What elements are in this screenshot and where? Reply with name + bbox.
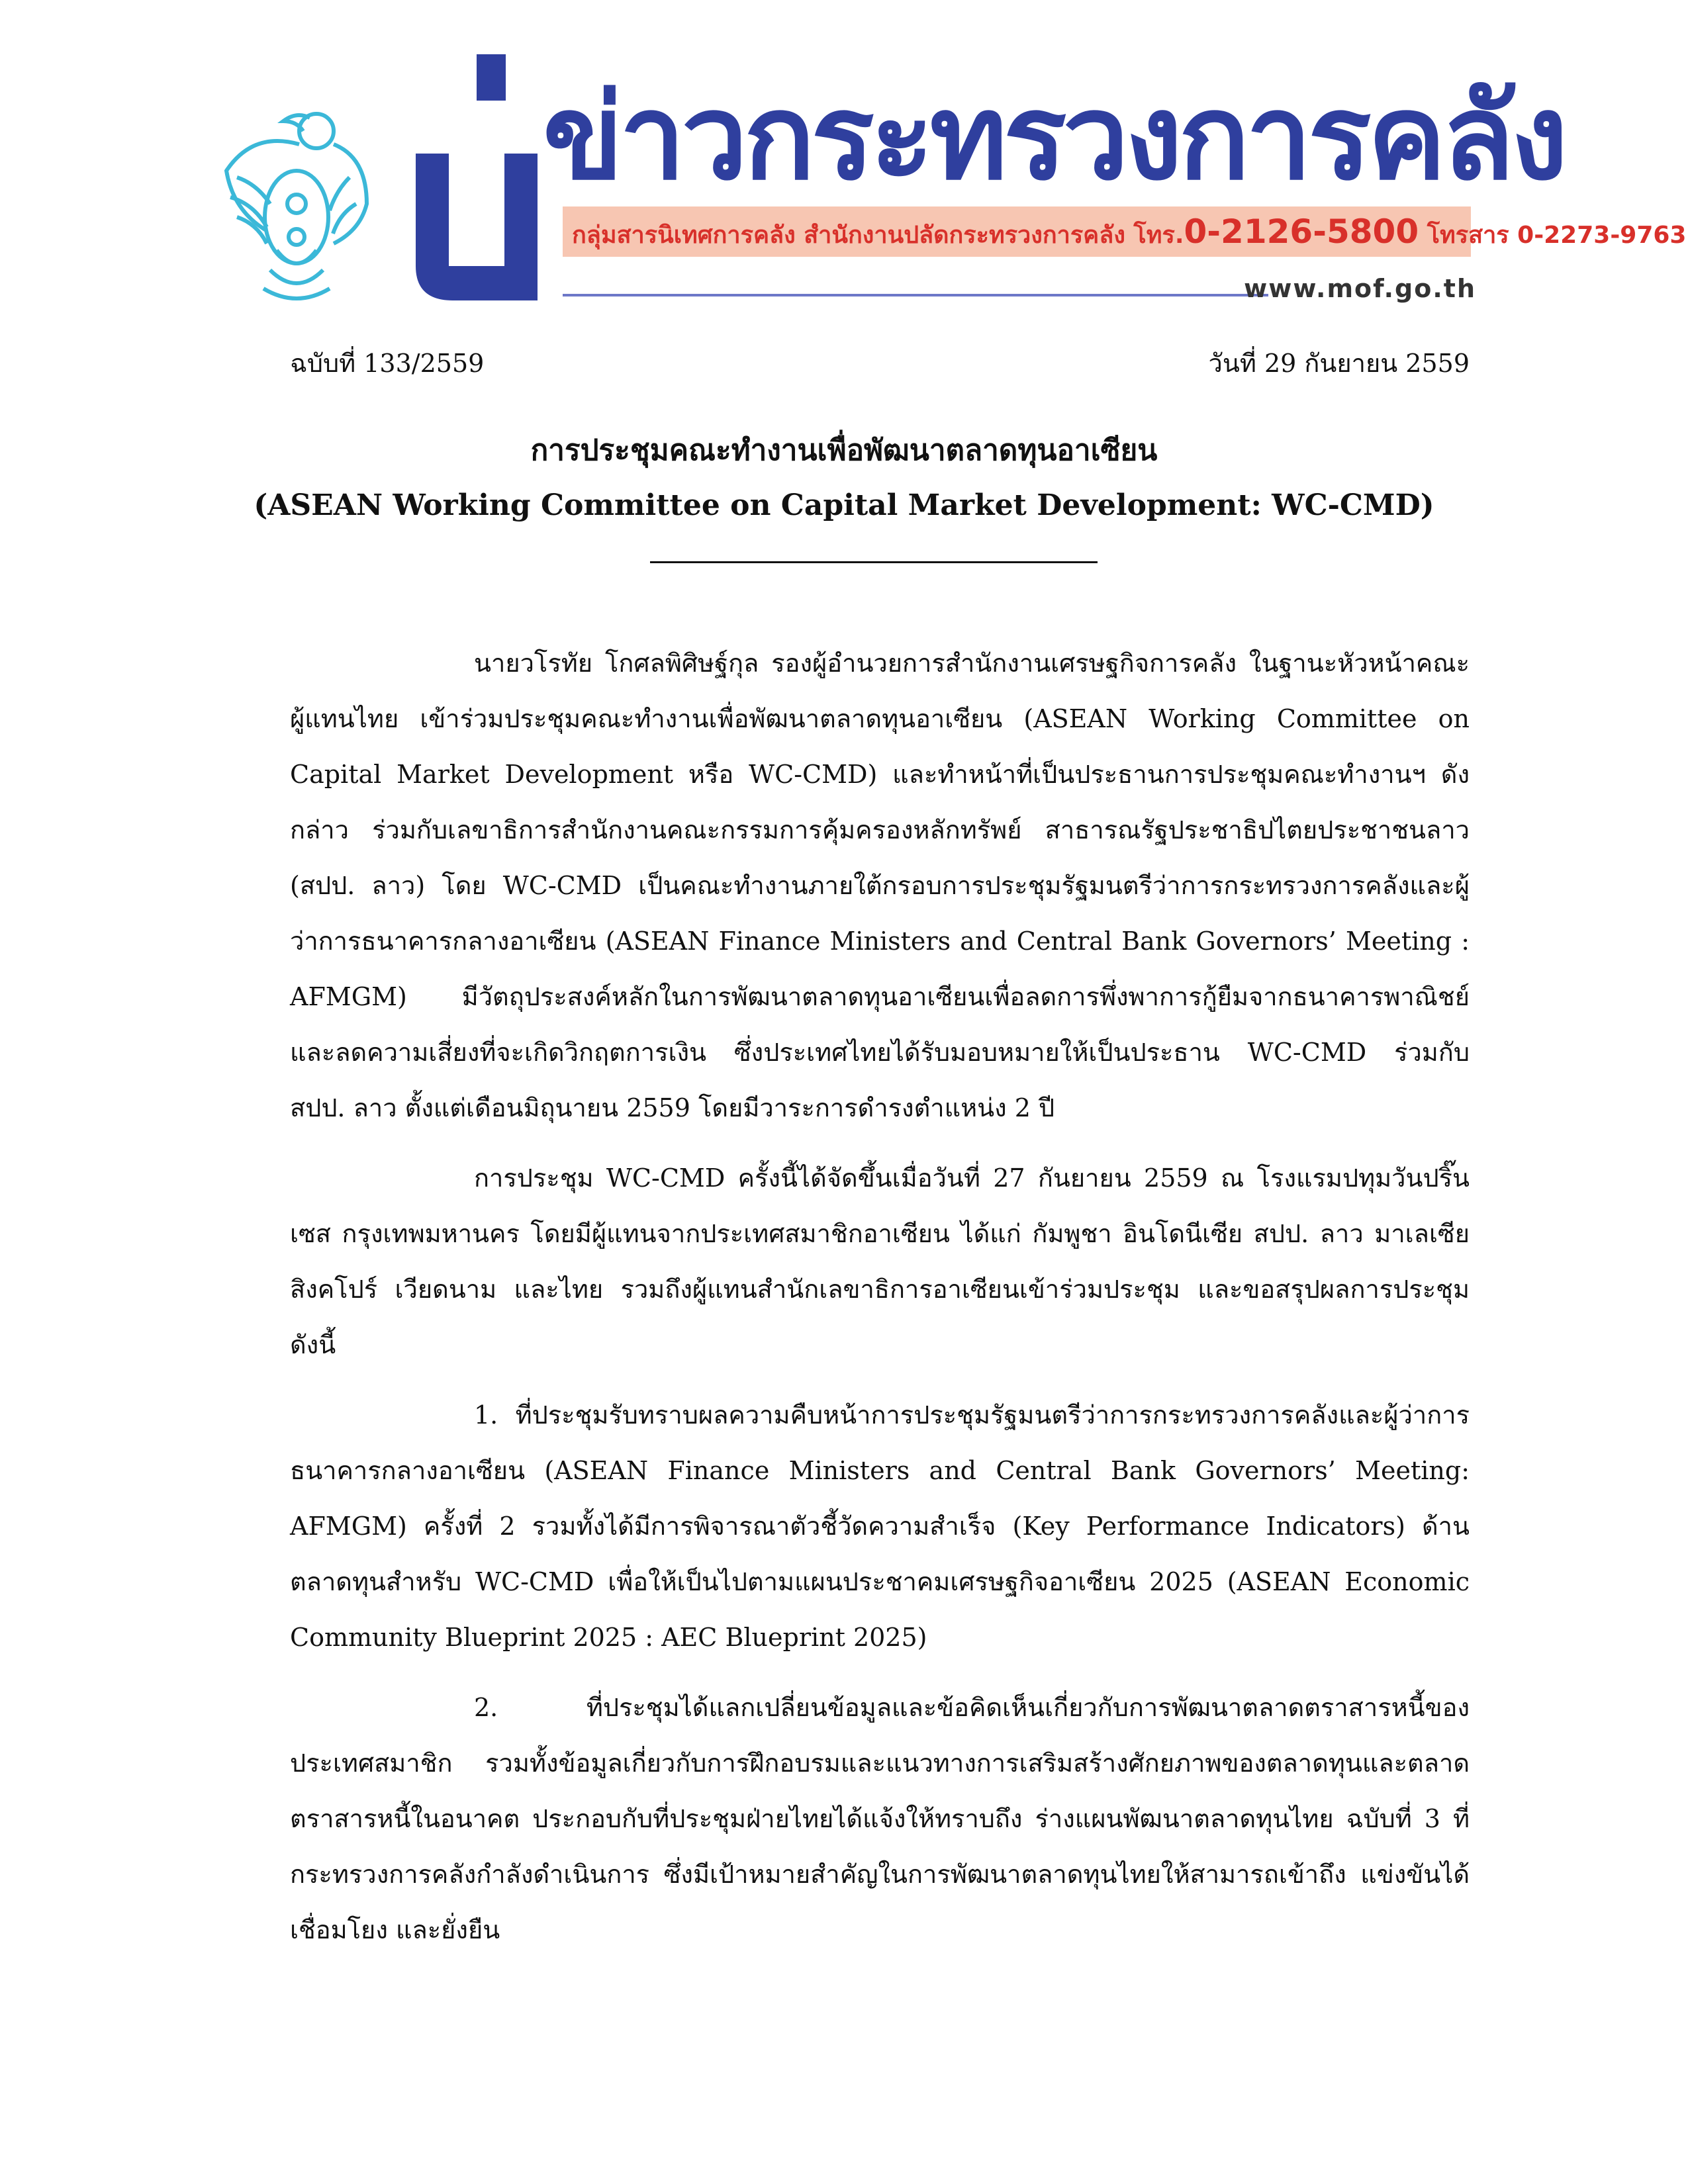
masthead-fax: โทรสาร 0-2273-9763 bbox=[1427, 222, 1687, 249]
title-underline bbox=[650, 561, 1098, 563]
website-link[interactable]: www.mof.go.th bbox=[1244, 274, 1476, 303]
page-title-thai: การประชุมคณะทำงานเพื่อพัฒนาตลาดทุนอาเซียน bbox=[530, 433, 1158, 467]
masthead-phone: 0-2126-5800 bbox=[1184, 212, 1419, 251]
issue-date: วันที่ 29 กันยายน 2559 bbox=[1208, 349, 1470, 378]
paragraph: 2. ที่ประชุมได้แลกเปลี่ยนข้อมูลและข้อคิดเห็นเกี่ยวกับการพัฒนาตลาดตราสารหนี้ของประเทศสมาชิก รวมทั้งข้อมูลเกี่ยวกับการฝึกอบรมและแนวทางการเสริมสร้างศักยภาพของตลาดทุนและตลาดตราสารหนี้ในอนาคต ประกอบกับที่ประชุมฝ่ายไทยได้แจ้งให้ทราบถึง ร่างแผนพัฒนาตลาดทุนไทย ฉบับที่ 3 ที่กระทรวงการคลังกำลังดำเนินการ ซึ่งมีเป้าหมายสำคัญในการพัฒนาตลาดทุนไทยให้สามารถเข้าถึง แข่งขันได้ เชื่อมโยง และยั่งยืน bbox=[290, 1693, 1470, 1944]
issue-number: ฉบับที่ 133/2559 bbox=[290, 349, 485, 378]
paragraph: นายวโรทัย โกศลพิศิษฐ์กุล รองผู้อำนวยการสำนักงานเศรษฐกิจการคลัง ในฐานะหัวหน้าคณะผู้แทนไทย เข้าร่วมประชุมคณะทำงานเพื่อพัฒนาตลาดทุนอาเซียน (ASEAN Working Committee on Capital Market Development หรือ WC-CMD) และทำหน้าที่เป็นประธานการประชุมคณะทำงานฯ ดังกล่าว ร่วมกับเลขาธิการสำนักงานคณะกรรมการคุ้มครองหลักทรัพย์ สาธารณรัฐประชาธิปไตยประชาชนลาว (สปป. ลาว) โดย WC-CMD เป็นคณะทำงานภายใต้กรอบการประชุมรัฐมนตรีว่าการกระทรวงการคลังและผู้ว่าการธนาคารกลางอาเซียน (ASEAN Finance Ministers and Central Bank Governors’ Meeting : AFMGM) มีวัตถุประสงค์หลักในการพัฒนาตลาดทุนอาเซียนเพื่อลดการพึ่งพาการกู้ยืมจากธนาคารพาณิชย์ และลดความเสี่ยงที่จะเกิดวิกฤตการเงิน ซึ่งประเทศไทยได้รับมอบหมายให้เป็นประธาน WC-CMD ร่วมกับ สปป. ลาว ตั้งแต่เดือนมิถุนายน 2559 โดยมีวาระการดำรงตำแหน่ง 2 ปี bbox=[290, 649, 1470, 1122]
page-title-english: (ASEAN Working Committee on Capital Market Development: WC-CMD) bbox=[254, 488, 1434, 522]
masthead-title: ข่าวกระทรวงการคลัง bbox=[543, 69, 1564, 206]
paragraph: การประชุม WC-CMD ครั้งนี้ได้จัดขึ้นเมื่อวันที่ 27 กันยายน 2559 ณ โรงแรมปทุมวันปริ๊นเซส กรุงเทพมหานคร โดยมีผู้แทนจากประเทศสมาชิกอาเซียน ได้แก่ กัมพูชา อินโดนีเซีย สปป. ลาว มาเลเซีย สิงคโปร์ เวียดนาม และไทย รวมถึงผู้แทนสำนักเลขาธิการอาเซียนเข้าร่วมประชุม และขอสรุปผลการประชุม ดังนี้ bbox=[290, 1163, 1470, 1359]
masthead-contact-bar bbox=[563, 206, 1687, 257]
masthead-big-letter-icon bbox=[413, 54, 538, 300]
article-body bbox=[290, 635, 1470, 1972]
masthead-department: กลุ่มสารนิเทศการคลัง สำนักงานปลัดกระทรวงการคลัง โทร. bbox=[572, 222, 1184, 249]
garuda-emblem-icon bbox=[211, 105, 376, 300]
masthead-divider bbox=[563, 294, 1268, 296]
paragraph: 1. ที่ประชุมรับทราบผลความคืบหน้าการประชุมรัฐมนตรีว่าการกระทรวงการคลังและผู้ว่าการธนาคารกลางอาเซียน (ASEAN Finance Ministers and Central Bank Governors’ Meeting: AFMGM) ครั้งที่ 2 รวมทั้งได้มีการพิจารณาตัวชี้วัดความสำเร็จ (Key Performance Indicators) ด้านตลาดทุนสำหรับ WC-CMD เพื่อให้เป็นไปตามแผนประชาคมเศรษฐกิจอาเซียน 2025 (ASEAN Economic Community Blueprint 2025 : AEC Blueprint 2025) bbox=[290, 1400, 1470, 1652]
